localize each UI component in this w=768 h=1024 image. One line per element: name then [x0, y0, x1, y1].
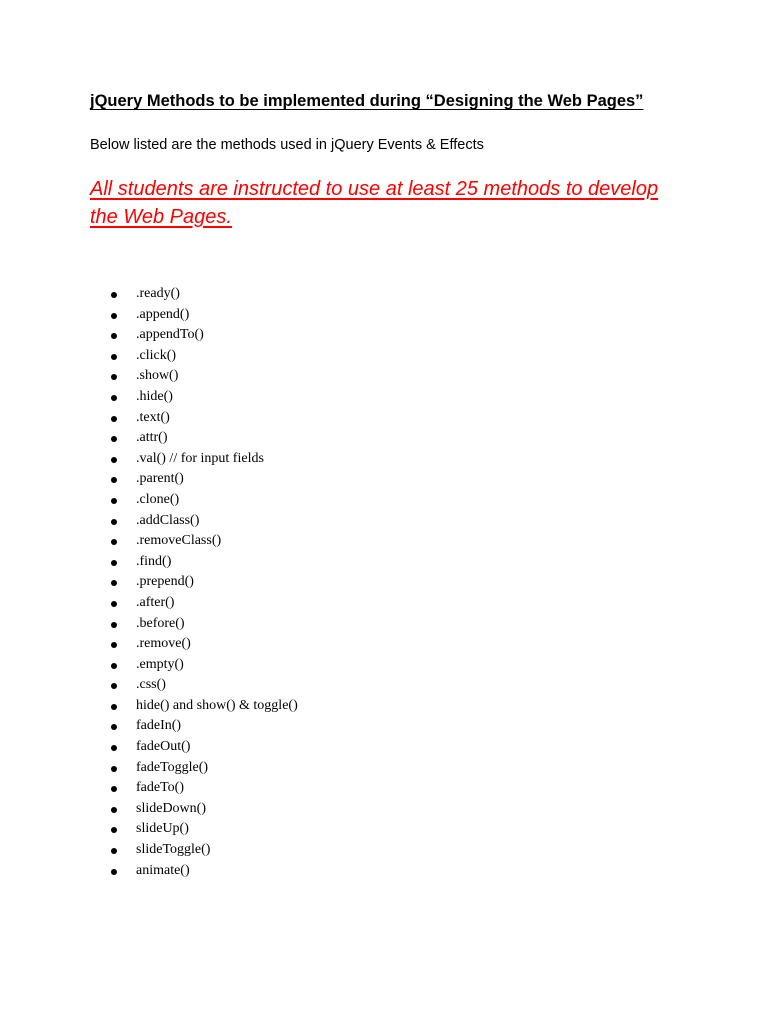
method-name: .empty() [136, 656, 184, 672]
bullet-icon [111, 436, 117, 442]
method-name: .append() [136, 306, 190, 322]
bullet-icon [111, 663, 117, 669]
bullet-icon [111, 642, 117, 648]
instruction-notice: All students are instructed to use at least 25 methods to develop the Web Pages. [90, 178, 659, 228]
bullet-icon [111, 827, 117, 833]
method-name: .find() [136, 553, 172, 569]
bullet-icon [111, 724, 117, 730]
method-name: .attr() [136, 430, 168, 446]
bullet-icon [111, 766, 117, 772]
document-title: jQuery Methods to be implemented during “Designing the Web Pages” [90, 92, 644, 110]
document-subtitle: Below listed are the methods used in jQuery Events & Effects [90, 137, 484, 153]
method-name: slideToggle() [136, 842, 211, 858]
bullet-icon [111, 560, 117, 566]
method-name: .prepend() [136, 574, 194, 590]
method-name: .appendTo() [136, 327, 204, 343]
bullet-icon [111, 333, 117, 339]
method-name: .text() [136, 409, 170, 425]
bullet-icon [111, 519, 117, 525]
method-name: slideDown() [136, 800, 206, 816]
bullet-icon [111, 395, 117, 401]
method-name: .remove() [136, 636, 191, 652]
bullet-icon [111, 848, 117, 854]
method-name: .before() [136, 615, 185, 631]
method-name: fadeIn() [136, 718, 182, 734]
bullet-icon [111, 313, 117, 319]
method-name: .click() [136, 347, 177, 363]
method-name: slideUp() [136, 821, 189, 837]
bullet-icon [111, 580, 117, 586]
method-name: fadeTo() [136, 780, 184, 796]
bullet-icon [111, 786, 117, 792]
bullet-icon [111, 807, 117, 813]
bullet-icon [111, 498, 117, 504]
bullet-icon [111, 477, 117, 483]
method-name: animate() [136, 862, 190, 878]
bullet-icon [111, 539, 117, 545]
bullet-icon [111, 601, 117, 607]
bullet-icon [111, 354, 117, 360]
method-name: .ready() [136, 286, 180, 301]
bullet-icon [111, 292, 117, 298]
method-name: hide() and show() & toggle() [136, 697, 298, 713]
bullet-icon [111, 374, 117, 380]
method-name: .css() [136, 677, 166, 693]
method-name: .parent() [136, 471, 184, 487]
method-name: .clone() [136, 491, 180, 507]
bullet-icon [111, 745, 117, 751]
method-name: .hide() [136, 388, 173, 404]
bullet-icon [111, 622, 117, 628]
method-name: .after() [136, 594, 175, 610]
method-name: .addClass() [136, 512, 200, 528]
method-name: .removeClass() [136, 533, 222, 549]
method-name: .val() // for input fields [136, 450, 264, 466]
bullet-icon [111, 416, 117, 422]
method-name: .show() [136, 368, 179, 384]
bullet-icon [111, 869, 117, 875]
bullet-icon [111, 457, 117, 463]
bullet-icon [111, 704, 117, 710]
method-name: fadeToggle() [136, 759, 209, 775]
method-name: fadeOut() [136, 739, 191, 755]
bullet-icon [111, 683, 117, 689]
